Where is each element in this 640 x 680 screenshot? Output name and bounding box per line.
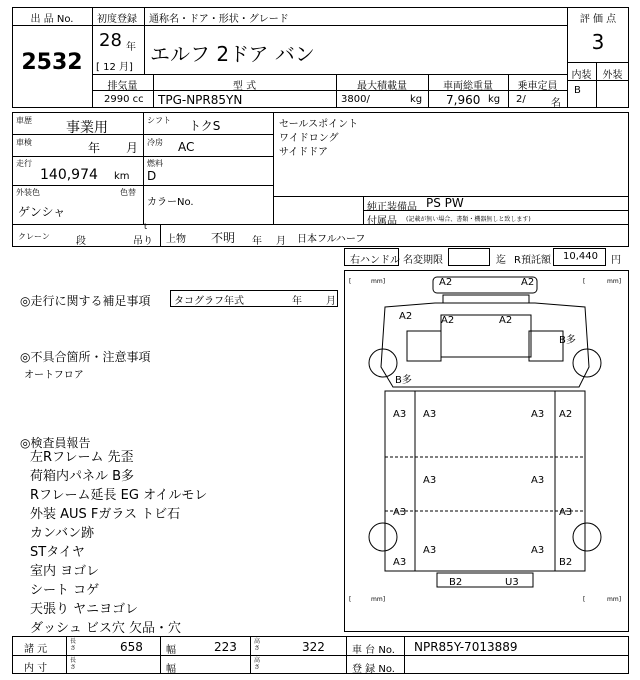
- vehicle-diagram: [344, 270, 629, 632]
- r-test-label: R預託額: [514, 255, 551, 266]
- damage-mark: A2: [439, 277, 453, 288]
- damage-mark: B多: [559, 335, 576, 346]
- body-year: 年: [252, 236, 262, 247]
- ac-value: AC: [178, 140, 195, 154]
- supplementary-label: ◎走行に関する補足事項: [20, 294, 151, 308]
- height-label: 高さ: [254, 657, 261, 671]
- body-month: 月: [276, 236, 286, 247]
- gross-weight-value: 7,960: [446, 93, 481, 107]
- mileage-unit: km: [114, 171, 130, 182]
- damage-mark: B2: [449, 577, 463, 588]
- gross-weight-unit: kg: [488, 94, 501, 105]
- inspection-month: 月: [126, 141, 139, 155]
- color-no-label: カラーNo.: [147, 197, 194, 208]
- equipment-label: 純正装備品: [367, 202, 417, 213]
- chassis-value: NPR85Y-7013889: [414, 640, 518, 654]
- report-label: ◎検査員報告: [20, 436, 91, 450]
- model-type-label: 型 式: [232, 81, 257, 92]
- height-label: 高さ: [254, 638, 261, 652]
- sales-point-line: サイドドア: [279, 147, 328, 158]
- corner-mm-label: mm]: [607, 278, 622, 285]
- displacement-value: 2990 cc: [104, 94, 144, 105]
- chassis-label: 車 台 No.: [352, 645, 395, 656]
- usage-label: 車歴: [16, 116, 32, 125]
- max-load-value: 3800/: [341, 94, 370, 105]
- first-reg-month: [ 12 月]: [96, 62, 133, 73]
- report-line: カンバン跡: [30, 526, 95, 541]
- damage-mark: U3: [505, 577, 519, 588]
- inspection-year: 年: [88, 141, 101, 155]
- lot-label: 出 品 No.: [30, 14, 74, 25]
- damage-mark: A3: [393, 557, 407, 568]
- damage-mark: A3: [531, 545, 545, 556]
- model-name: エルフ 2ドア バン: [150, 42, 315, 66]
- damage-mark: B2: [559, 557, 573, 568]
- damage-mark: A3: [531, 475, 545, 486]
- corner-mm-label: mm]: [371, 278, 386, 285]
- color-value: ゲンシャ: [18, 205, 66, 219]
- report-line: 左Rフレーム 先歪: [30, 450, 134, 465]
- grade-label: 評 価 点: [579, 14, 617, 25]
- dimensions-label: 諸 元: [24, 644, 48, 655]
- damage-mark: A2: [559, 409, 573, 420]
- length-label: 長さ: [70, 657, 77, 671]
- crane-step: 段: [76, 236, 86, 247]
- year-unit: 年: [126, 42, 136, 53]
- body-label: 上物: [166, 234, 186, 245]
- tacho-label: タコグラフ年式: [174, 296, 244, 307]
- accessory-label: 付属品: [367, 216, 397, 227]
- capacity-value: 2/: [516, 94, 526, 105]
- color-label: 外装色: [16, 188, 40, 197]
- damage-mark: A3: [423, 409, 437, 420]
- sales-point-label: セールスポイント: [279, 119, 359, 130]
- displacement-label: 排気量: [107, 81, 138, 92]
- damage-mark: A3: [559, 507, 573, 518]
- report-list: [30, 448, 207, 638]
- crane-ton: 吊り: [133, 236, 153, 247]
- r-test-unit: 円: [611, 255, 621, 266]
- mileage-value: 140,974: [40, 167, 98, 183]
- width-label: 幅: [166, 645, 176, 656]
- corner-mm-label: mm]: [607, 596, 622, 603]
- shift-label: シフト: [147, 116, 171, 125]
- damage-mark: B多: [395, 375, 412, 386]
- corner-mm-label: [: [349, 278, 352, 285]
- sales-point-line: ワイドロング: [279, 133, 339, 144]
- report-line: 外装 AUS Fガラス トビ石: [30, 507, 181, 522]
- report-line: シート コゲ: [30, 583, 100, 598]
- name-change-box: [448, 248, 490, 266]
- tacho-year: 年: [292, 296, 302, 307]
- mileage-label: 走行: [16, 159, 32, 168]
- exterior-grade-label: 外装: [602, 70, 623, 81]
- tacho-month: 月: [326, 296, 336, 307]
- shift-value: トクS: [189, 119, 221, 133]
- damage-mark: A2: [521, 277, 535, 288]
- defects-line: オートフロア: [24, 370, 84, 381]
- length-value: 658: [120, 640, 143, 654]
- inspection-label: 車検: [16, 138, 32, 147]
- crane-label: クレーン: [18, 232, 50, 241]
- height-value: 322: [302, 640, 325, 654]
- registration-label: 登 録 No.: [352, 664, 395, 675]
- width-value: 223: [214, 640, 237, 654]
- interior-grade-label: 内装: [571, 70, 592, 81]
- length-label: 長さ: [70, 638, 77, 652]
- damage-mark: A2: [499, 315, 513, 326]
- corner-mm-label: [: [583, 596, 586, 603]
- damage-mark: A3: [531, 409, 545, 420]
- interior-grade: B: [574, 85, 581, 96]
- body-maker: 日本フルハーフ: [297, 234, 366, 245]
- disposal-label: 迄: [496, 255, 506, 266]
- crane-ton-top: t: [144, 222, 148, 231]
- r-test-value: 10,440: [563, 251, 598, 262]
- first-reg-label: 初度登録: [97, 14, 137, 25]
- usage-value: 事業用: [66, 120, 108, 136]
- report-line: STタイヤ: [30, 545, 85, 560]
- max-load-label: 最大積載量: [357, 81, 407, 92]
- capacity-unit: 名: [551, 98, 561, 109]
- report-line: 室内 ヨゴレ: [30, 564, 100, 579]
- corner-mm-label: [: [583, 278, 586, 285]
- corner-mm-label: mm]: [371, 596, 386, 603]
- width-label: 幅: [166, 664, 176, 675]
- equipment-value: PS PW: [426, 196, 464, 210]
- handle-value: 右ハンドル: [350, 255, 400, 266]
- report-line: 荷箱内パネル B多: [30, 469, 135, 484]
- corner-mm-label: [: [349, 596, 352, 603]
- model-type-value: TPG-NPR85YN: [158, 93, 243, 107]
- damage-mark: A2: [441, 315, 455, 326]
- grade-value: 3: [591, 30, 605, 54]
- model-name-label: 通称名・ドア・形状・グレード: [149, 14, 289, 25]
- damage-mark: A3: [393, 409, 407, 420]
- lot-number: 2532: [21, 50, 83, 75]
- max-load-unit: kg: [410, 94, 423, 105]
- damage-mark: A3: [393, 507, 407, 518]
- ac-label: 冷房: [147, 138, 163, 147]
- capacity-label: 乗車定員: [517, 81, 558, 92]
- color-change-label: 色替: [120, 188, 136, 197]
- damage-mark: A3: [423, 475, 437, 486]
- report-line: ダッシュ ビス穴 欠品・穴: [30, 621, 182, 636]
- report-line: 天張り ヤニヨゴレ: [30, 602, 139, 617]
- first-reg-year: 28: [99, 30, 122, 51]
- damage-mark: A3: [423, 545, 437, 556]
- fuel-label: 燃料: [147, 159, 163, 168]
- gross-weight-label: 車両総重量: [443, 81, 493, 92]
- defects-label: ◎不具合箇所・注意事項: [20, 350, 151, 364]
- damage-mark: A2: [399, 311, 413, 322]
- fuel-value: D: [147, 169, 157, 183]
- report-line: Rフレーム延長 EG オイルモレ: [30, 488, 208, 503]
- accessory-note: (記載が無い場合、書類・機器無しと致します): [406, 216, 531, 223]
- name-change-label: 名変期限: [403, 255, 443, 266]
- body-value: 不明: [211, 231, 236, 245]
- interior-dimensions-label: 内 寸: [24, 663, 48, 674]
